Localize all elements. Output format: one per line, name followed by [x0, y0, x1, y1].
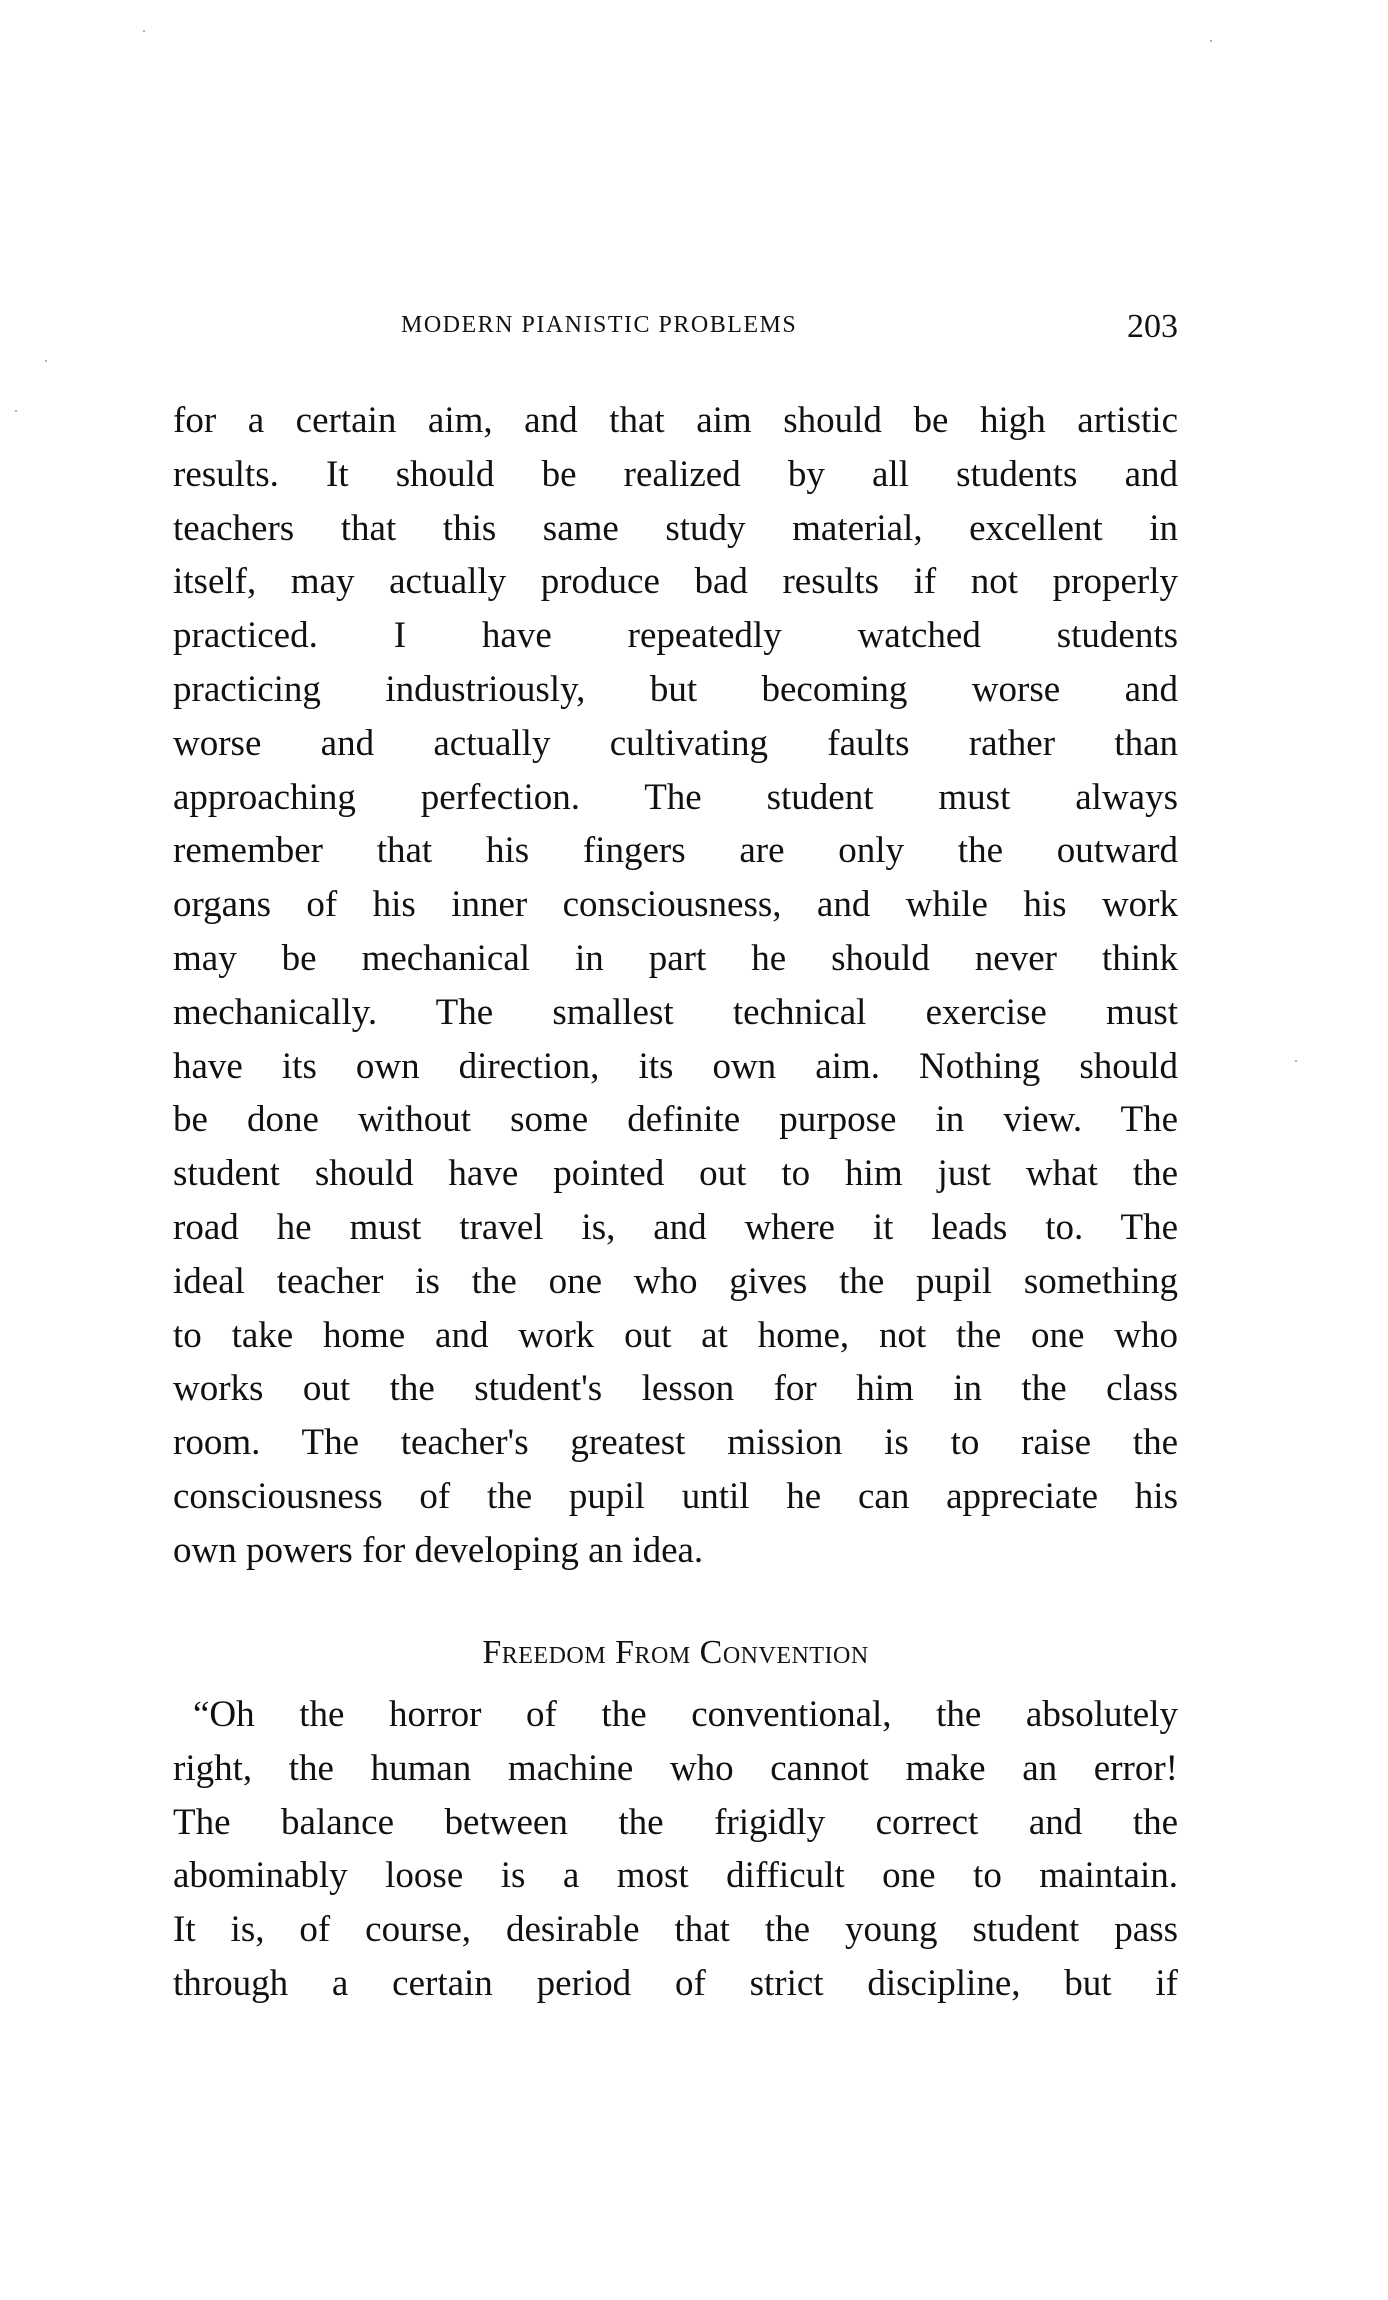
paragraph-1 [173, 394, 1178, 1578]
text-line: to take home and work out at home, not the one who [173, 1314, 1178, 1356]
text-line: itself, may actually produce bad results if not properly [173, 561, 1178, 603]
text-line: results. It should be realized by all students and [173, 453, 1178, 495]
scan-speck [1210, 40, 1212, 42]
text-line: right, the human machine who cannot make an error! [173, 1747, 1178, 1789]
scan-speck [15, 410, 17, 412]
text-line: practiced. I have repeatedly watched students [173, 615, 1178, 657]
text-line: The balance between the frigidly correct and the [173, 1801, 1178, 1843]
text-line: teachers that this same study material, excellent in [173, 507, 1178, 549]
text-line: consciousness of the pupil until he can appreciate his [173, 1475, 1178, 1517]
text-line: worse and actually cultivating faults rather than [173, 722, 1178, 764]
text-line: approaching perfection. The student must always [173, 776, 1178, 818]
scan-speck [143, 30, 145, 32]
running-title: MODERN PIANISTIC PROBLEMS [401, 312, 798, 338]
text-line: for a certain aim, and that aim should be high artistic [173, 400, 1178, 441]
scan-speck [45, 360, 47, 362]
text-line: room. The teacher's greatest mission is to raise the [173, 1422, 1178, 1464]
text-line: ideal teacher is the one who gives the pupil something [173, 1260, 1178, 1302]
text-line: through a certain period of strict discipline, but if [173, 1962, 1178, 2004]
section-heading: Freedom From Convention [482, 1634, 869, 1671]
text-line: be done without some definite purpose in view. The [173, 1099, 1178, 1141]
text-line: may be mechanical in part he should never think [173, 937, 1178, 979]
text-line: own powers for developing an idea. [173, 1529, 704, 1571]
text-line: abominably loose is a most difficult one to maintain. [173, 1855, 1178, 1897]
text-line: It is, of course, desirable that the young student pass [173, 1909, 1178, 1951]
text-line: “Oh the horror of the conventional, the absolutely [193, 1694, 1178, 1735]
text-line: road he must travel is, and where it leads to. The [173, 1206, 1178, 1248]
text-line: remember that his fingers are only the outward [173, 830, 1178, 872]
paragraph-2 [173, 1688, 1178, 2011]
text-line: mechanically. The smallest technical exercise must [173, 991, 1178, 1033]
text-line: practicing industriously, but becoming worse and [173, 668, 1178, 710]
page-number: 203 [1127, 308, 1178, 345]
running-head [173, 308, 1178, 348]
text-line: organs of his inner consciousness, and while his work [173, 884, 1178, 926]
text-line: student should have pointed out to him just what the [173, 1153, 1178, 1195]
scan-speck [1295, 1060, 1297, 1062]
text-line: have its own direction, its own aim. Nothing should [173, 1045, 1178, 1087]
text-line: works out the student's lesson for him in the class [173, 1368, 1178, 1410]
